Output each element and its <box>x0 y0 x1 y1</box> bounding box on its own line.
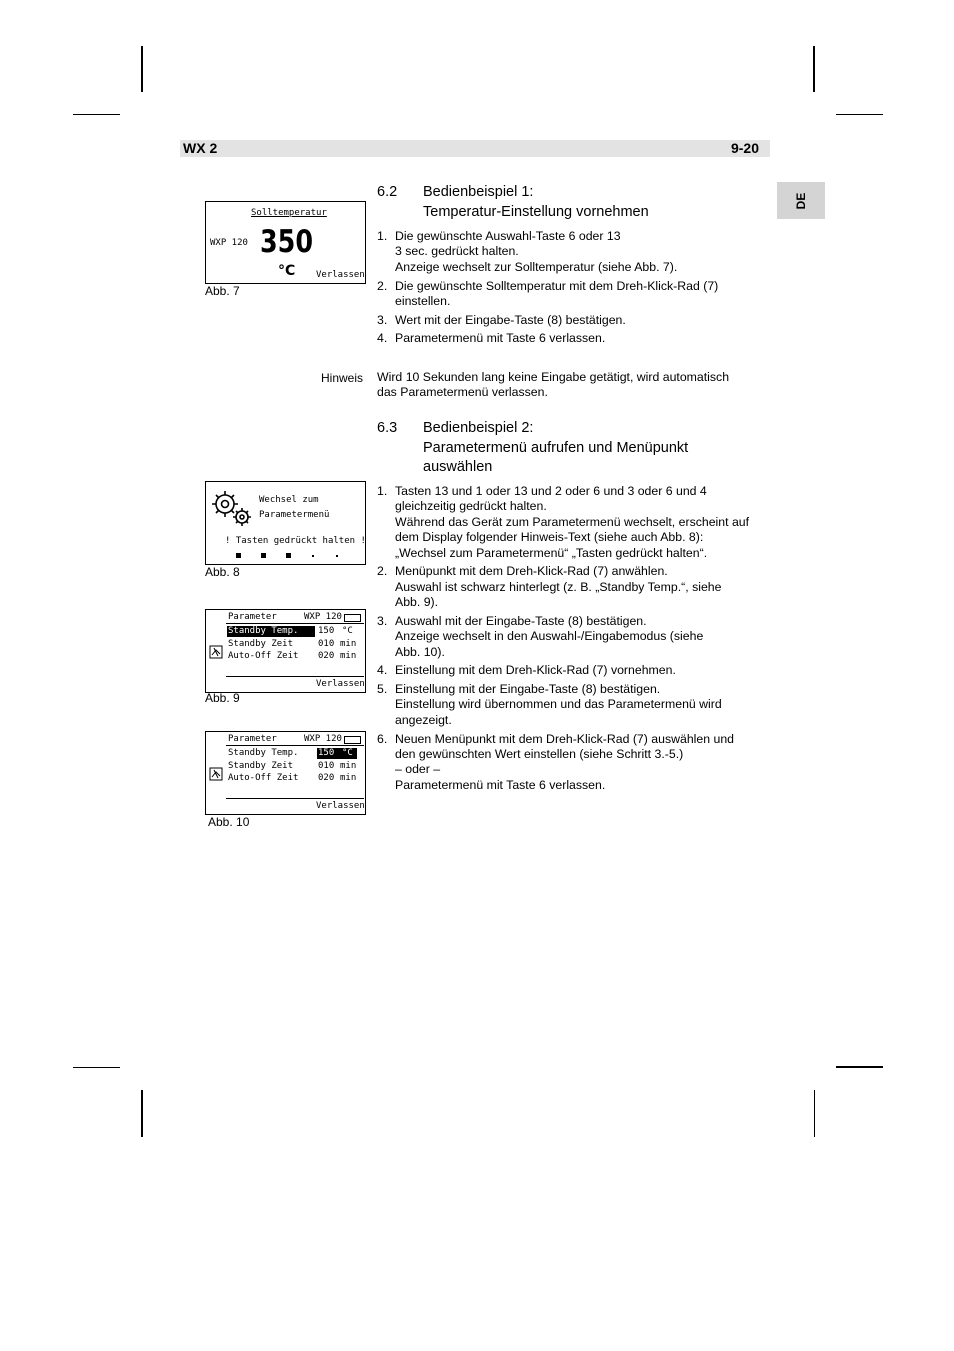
figure-caption: Abb. 9 <box>205 691 240 705</box>
display-device: WXP 120 <box>304 734 342 744</box>
param-label: Standby Zeit <box>228 761 294 771</box>
param-value: 010 <box>318 639 335 649</box>
step-number: 6. <box>377 731 388 746</box>
step-number: 1. <box>377 229 388 243</box>
display-line-2: Parametermenü <box>259 510 330 520</box>
param-unit: min <box>340 773 357 783</box>
display-title: Parameter <box>228 612 277 622</box>
footer-rule <box>226 676 364 677</box>
crop-mark <box>813 46 815 92</box>
step-line: den gewünschten Wert einstellen (siehe Schritt 3.-5.) <box>395 746 684 761</box>
step-line: Parametermenü mit Taste 6 verlassen. <box>395 331 606 346</box>
display-line-1: Wechsel zum <box>259 495 319 505</box>
param-value: 020 <box>318 773 335 783</box>
figure-caption: Abb. 8 <box>205 565 240 579</box>
note-text <box>377 370 729 401</box>
display-device: WXP 120 <box>210 238 248 248</box>
header-page-number: 9-20 <box>730 140 759 156</box>
step-line: Abb. 9). <box>395 595 439 610</box>
step-line: Anzeige wechselt in den Auswahl-/Eingabemodus (siehe <box>395 629 704 644</box>
step-number: 3. <box>377 312 388 327</box>
step-line: 3 sec. gedrückt halten. <box>395 244 519 259</box>
section-title-line: Bedienbeispiel 1: <box>423 184 534 200</box>
list-item <box>377 279 718 310</box>
display-exit: Verlassen <box>316 679 365 689</box>
step-line: Menüpunkt mit dem Dreh-Klick-Rad (7) anwählen. <box>395 564 668 579</box>
battery-icon <box>344 614 361 622</box>
param-unit: min <box>340 761 357 771</box>
param-label: Standby Temp. <box>228 626 299 636</box>
list-item <box>377 564 749 610</box>
step-line: „Wechsel zum Parametermenü“ „Tasten gedrückt halten“. <box>395 545 708 560</box>
tool-icon <box>209 767 223 781</box>
figure-caption: Abb. 7 <box>205 284 240 298</box>
progress-dot <box>312 555 314 557</box>
footer-rule <box>226 798 364 799</box>
param-label: Auto-Off Zeit <box>228 773 299 783</box>
step-line: Auswahl ist schwarz hinterlegt (z. B. „Standby Temp.“, siehe <box>395 579 722 594</box>
title-rule <box>226 745 364 746</box>
param-unit: °C <box>342 626 353 636</box>
display-exit: Verlassen <box>316 270 365 280</box>
display-figure-9 <box>205 609 366 693</box>
figure-caption: Abb. 10 <box>208 815 250 829</box>
section-number: 6.3 <box>377 420 398 436</box>
section-title-line: Bedienbeispiel 2: <box>423 420 534 436</box>
step-line: Parametermenü mit Taste 6 verlassen. <box>395 777 606 792</box>
step-number: 3. <box>377 613 388 628</box>
step-line: dem Display folgender Hinweis-Text (siehe auch Abb. 8): <box>395 530 704 545</box>
step-line: Neuen Menüpunkt mit dem Dreh-Klick-Rad (7) auswählen und <box>395 731 735 746</box>
display-hint: ! Tasten gedrückt halten ! <box>225 536 366 546</box>
step-line: Die gewünschte Auswahl-Taste 6 oder 13 <box>395 229 621 243</box>
language-tab <box>777 182 825 219</box>
note-label: Hinweis <box>321 371 364 385</box>
step-line: – oder – <box>395 762 441 777</box>
section-title <box>423 183 649 222</box>
step-number: 5. <box>377 682 388 697</box>
param-label: Auto-Off Zeit <box>228 651 299 661</box>
crop-mark <box>73 114 120 115</box>
param-unit: min <box>340 639 357 649</box>
param-label: Standby Zeit <box>228 639 294 649</box>
steps-list-6-3 <box>377 484 749 797</box>
progress-dot <box>286 553 291 558</box>
crop-mark <box>836 1066 883 1068</box>
display-temperature: 350 <box>260 224 314 260</box>
title-rule <box>226 623 364 624</box>
progress-dot <box>261 553 266 558</box>
step-line: angezeigt. <box>395 712 452 727</box>
display-figure-10 <box>205 731 366 815</box>
progress-dot <box>236 553 241 558</box>
step-line: Wert mit der Eingabe-Taste (8) bestätigen. <box>395 312 626 327</box>
progress-dots <box>236 553 346 559</box>
crop-mark <box>141 46 143 92</box>
param-unit: min <box>340 651 357 661</box>
list-item <box>377 732 749 794</box>
step-number: 4. <box>377 663 388 678</box>
step-line: Einstellung wird übernommen und das Parametermenü wird <box>395 697 722 712</box>
progress-dot <box>336 555 338 557</box>
steps-list-6-2 <box>377 229 718 350</box>
crop-mark <box>73 1067 120 1068</box>
tool-icon <box>209 645 223 659</box>
step-line: Auswahl mit der Eingabe-Taste (8) bestätigen. <box>395 613 647 628</box>
display-title: Solltemperatur <box>251 208 327 218</box>
crop-mark <box>814 1090 815 1137</box>
param-value: 010 <box>318 761 335 771</box>
step-line: gleichzeitig gedrückt halten. <box>395 499 547 514</box>
step-number: 1. <box>377 484 388 498</box>
list-item <box>377 614 749 660</box>
list-item <box>377 663 749 678</box>
param-value: 150 <box>318 748 335 758</box>
list-item <box>377 331 718 346</box>
display-figure-8 <box>205 481 366 565</box>
list-item <box>377 229 718 275</box>
crop-mark <box>141 1090 143 1137</box>
page-header <box>180 140 770 157</box>
list-item <box>377 484 749 561</box>
param-value: 020 <box>318 651 335 661</box>
crop-mark <box>836 114 883 115</box>
section-number: 6.2 <box>377 184 398 200</box>
gears-icon <box>208 484 254 530</box>
language-label: DE <box>794 192 808 210</box>
param-unit: °C <box>342 748 353 758</box>
display-device: WXP 120 <box>304 612 342 622</box>
step-number: 2. <box>377 564 388 579</box>
display-title: Parameter <box>228 734 277 744</box>
step-line: einstellen. <box>395 293 451 308</box>
display-figure-7 <box>205 201 366 284</box>
step-line: Abb. 10). <box>395 644 445 659</box>
step-line: Die gewünschte Solltemperatur mit dem Dreh-Klick-Rad (7) <box>395 278 719 293</box>
param-label: Standby Temp. <box>228 748 299 758</box>
step-line: Während das Gerät zum Parametermenü wechselt, erscheint auf <box>395 514 750 529</box>
param-value: 150 <box>318 626 335 636</box>
display-exit: Verlassen <box>316 801 365 811</box>
header-model: WX 2 <box>183 140 218 156</box>
step-number: 2. <box>377 278 388 293</box>
step-line: Einstellung mit dem Dreh-Klick-Rad (7) vornehmen. <box>395 663 676 678</box>
step-number: 4. <box>377 331 388 346</box>
step-line: Anzeige wechselt zur Solltemperatur (siehe Abb. 7). <box>395 259 678 274</box>
list-item <box>377 313 718 328</box>
step-line: Einstellung mit der Eingabe-Taste (8) bestätigen. <box>395 682 661 697</box>
section-title-line: auswählen <box>423 459 493 475</box>
note-line: das Parametermenü verlassen. <box>377 385 548 400</box>
battery-icon <box>344 736 361 744</box>
section-title <box>423 419 688 478</box>
section-title-line: Temperatur-Einstellung vornehmen <box>423 203 649 220</box>
section-title-line: Parametermenü aufrufen und Menüpunkt <box>423 439 689 456</box>
note-line: Wird 10 Sekunden lang keine Eingabe getätigt, wird automatisch <box>377 370 730 384</box>
step-line: Tasten 13 und 1 oder 13 und 2 oder 6 und 3 oder 6 und 4 <box>395 484 707 498</box>
list-item <box>377 682 749 728</box>
display-unit: °C <box>278 263 296 279</box>
